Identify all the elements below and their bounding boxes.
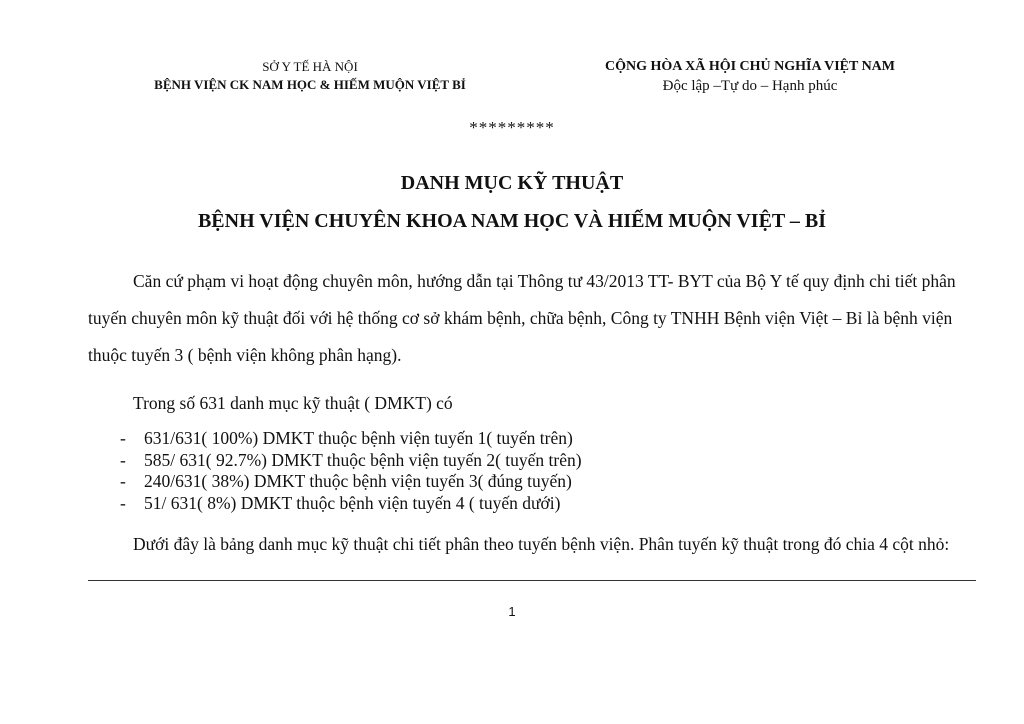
- statistics-list: [120, 428, 582, 514]
- document-title: DANH MỤC KỸ THUẬT: [400, 172, 624, 194]
- page-number: 1: [508, 604, 516, 619]
- list-item: [120, 428, 582, 450]
- list-marker: -: [120, 449, 126, 470]
- body-paragraph: Căn cứ phạm vi hoạt động chuyên môn, hướng dẫn tại Thông tư 43/2013 TT- BYT của Bộ Y tế quy định chi tiết phân tuyến chuyên môn kỹ thuật đối với hệ thống cơ sở khám bệnh, chữa bệnh, Công ty TNHH Bệnh viện Việt – Bỉ là bệnh viện thuộc tuyến 3 ( bệnh viện không phân hạng).: [88, 271, 956, 365]
- list-intro: Trong số 631 danh mục kỹ thuật ( DMKT) có: [133, 393, 453, 413]
- list-item-text: 240/631( 38%) DMKT thuộc bệnh viện tuyến 3( đúng tuyến): [144, 471, 572, 491]
- agency-name: SỞ Y TẾ HÀ NỘI: [262, 59, 358, 74]
- list-item: [120, 450, 582, 472]
- header-right: [560, 58, 940, 96]
- list-item-text: 631/631( 100%) DMKT thuộc bệnh viện tuyến 1( tuyến trên): [144, 428, 573, 448]
- list-item: [120, 471, 582, 493]
- list-item-text: 51/ 631( 8%) DMKT thuộc bệnh viện tuyến 4 ( tuyến dưới): [144, 492, 561, 513]
- list-item: [120, 493, 582, 515]
- list-marker: -: [120, 428, 126, 448]
- footer-divider: [88, 580, 976, 581]
- document-subtitle: BỆNH VIỆN CHUYÊN KHOA NAM HỌC VÀ HIẾM MUỘN VIỆT – BỈ: [197, 210, 827, 232]
- list-item-text: 585/ 631( 92.7%) DMKT thuộc bệnh viện tuyến 2( tuyến trên): [144, 449, 582, 470]
- national-motto: Độc lập –Tự do – Hạnh phúc: [662, 78, 838, 94]
- republic-name: CỘNG HÒA XÃ HỘI CHỦ NGHĨA VIỆT NAM: [604, 59, 895, 74]
- closing-paragraph: Dưới đây là bảng danh mục kỹ thuật chi tiết phân theo tuyến bệnh viện. Phân tuyến kỹ thuật trong đó chia 4 cột nhỏ:: [133, 534, 950, 554]
- header-left: [100, 58, 520, 94]
- list-marker: -: [120, 492, 126, 513]
- hospital-name: BỆNH VIỆN CK NAM HỌC & HIẾM MUỘN VIỆT BỈ: [154, 77, 466, 92]
- separator-stars: *********: [469, 118, 555, 137]
- list-marker: -: [120, 471, 126, 491]
